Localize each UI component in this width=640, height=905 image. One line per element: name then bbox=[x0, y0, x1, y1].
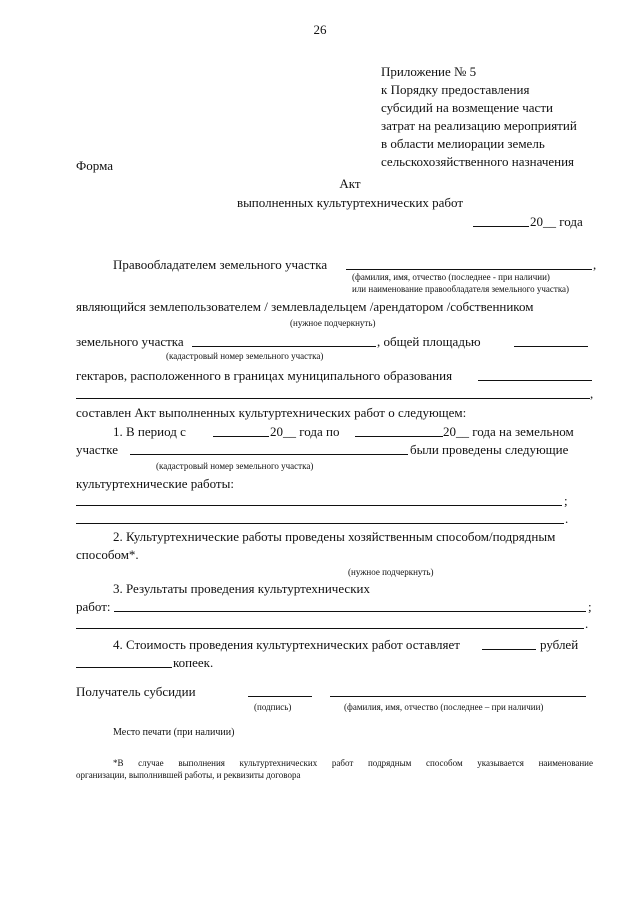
item4-line1: 4. Стоимость проведения культуртехнических работ оставляет bbox=[113, 637, 460, 652]
page-number: 26 bbox=[313, 22, 327, 37]
date-blank[interactable] bbox=[473, 226, 529, 227]
kopecks-label: копеек. bbox=[173, 655, 214, 670]
date-year: 20__ года bbox=[530, 214, 583, 229]
footnote-line-2: организации, выполнившей работы, и реквизиты договора bbox=[76, 770, 301, 780]
owner-hint-1: (фамилия, имя, отчество (последнее - при наличии) bbox=[352, 272, 550, 282]
doc-subtitle: выполненных культуртехнических работ bbox=[236, 195, 464, 210]
owner-hint-2: или наименование правообладателя земельного участка) bbox=[352, 284, 570, 294]
results-input-1[interactable] bbox=[114, 611, 586, 612]
works-input-2[interactable] bbox=[76, 523, 564, 524]
appendix-line: к Порядку предоставления bbox=[381, 82, 530, 97]
act-composed: составлен Акт выполненных культуртехнических работ о следующем: bbox=[76, 405, 467, 420]
item2-line1: 2. Культуртехнические работы проведены хозяйственным способом/подрядным bbox=[113, 529, 556, 544]
semicolon: ; bbox=[588, 599, 592, 614]
period-prefix: 1. В период с bbox=[113, 424, 186, 439]
recipient-label: Получатель субсидии bbox=[76, 684, 196, 699]
plot-word: участке bbox=[76, 442, 119, 457]
period-start-input[interactable] bbox=[213, 436, 269, 437]
sign-hint: (подпись) bbox=[254, 702, 292, 712]
item1-cadastral-hint: (кадастровый номер земельного участка) bbox=[156, 461, 314, 471]
appendix-line: затрат на реализацию мероприятий bbox=[381, 118, 577, 133]
works-label: культуртехнические работы: bbox=[76, 476, 234, 491]
cadastral-hint: (кадастровый номер земельного участка) bbox=[166, 351, 324, 361]
appendix-line: в области мелиорации земель bbox=[381, 136, 545, 151]
name-hint: (фамилия, имя, отчество (последнее – при наличии) bbox=[344, 702, 544, 712]
item1-cadastral-input[interactable] bbox=[130, 454, 408, 455]
works-input-1[interactable] bbox=[76, 505, 562, 506]
footnote-line-1: *В случае выполнения культуртехнических работ подрядным способом указывается наименование bbox=[113, 758, 593, 768]
municipality-input[interactable] bbox=[478, 380, 592, 381]
performed-text: были проведены следующие bbox=[410, 442, 569, 457]
rubles-label: рублей bbox=[540, 637, 579, 652]
owner-input[interactable] bbox=[346, 269, 592, 270]
item3-works-label: работ: bbox=[76, 599, 111, 614]
results-input-2[interactable] bbox=[76, 628, 584, 629]
municipality-input-2[interactable] bbox=[76, 398, 590, 399]
period-year-a: 20__ года по bbox=[270, 424, 340, 439]
appendix-line: субсидий на возмещение части bbox=[381, 100, 553, 115]
kopecks-input[interactable] bbox=[76, 667, 172, 668]
appendix-line: сельскохозяйственного назначения bbox=[381, 154, 575, 169]
hectares-line: гектаров, расположенного в границах муниципального образования bbox=[76, 368, 453, 383]
comma: , bbox=[593, 257, 597, 272]
item2-line2: способом*. bbox=[76, 547, 139, 562]
cadastral-input[interactable] bbox=[192, 346, 376, 347]
period-mark: . bbox=[585, 616, 589, 631]
plot-label: земельного участка bbox=[76, 334, 184, 349]
recipient-name-input[interactable] bbox=[330, 696, 586, 697]
role-line: являющийся землепользователем / землевладельцем /арендатором /собственником bbox=[76, 299, 534, 314]
owner-label: Правообладателем земельного участка bbox=[113, 257, 328, 272]
role-hint: (нужное подчеркнуть) bbox=[290, 318, 376, 328]
area-input[interactable] bbox=[514, 346, 588, 347]
form-label: Форма bbox=[76, 158, 113, 173]
item3-line1: 3. Результаты проведения культуртехнических bbox=[113, 581, 370, 596]
signature-input[interactable] bbox=[248, 696, 312, 697]
period-year-b: 20__ года на земельном bbox=[443, 424, 574, 439]
rubles-input[interactable] bbox=[482, 649, 536, 650]
item2-hint: (нужное подчеркнуть) bbox=[348, 567, 434, 577]
period-mark: . bbox=[565, 511, 569, 526]
area-label: , общей площадью bbox=[377, 334, 481, 349]
appendix-block bbox=[381, 63, 577, 171]
semicolon: ; bbox=[564, 493, 568, 508]
seal-place: Место печати (при наличии) bbox=[113, 727, 235, 738]
period-end-input[interactable] bbox=[355, 436, 443, 437]
comma: , bbox=[590, 386, 594, 401]
doc-title: Акт bbox=[339, 176, 361, 191]
appendix-line: Приложение № 5 bbox=[381, 64, 477, 79]
